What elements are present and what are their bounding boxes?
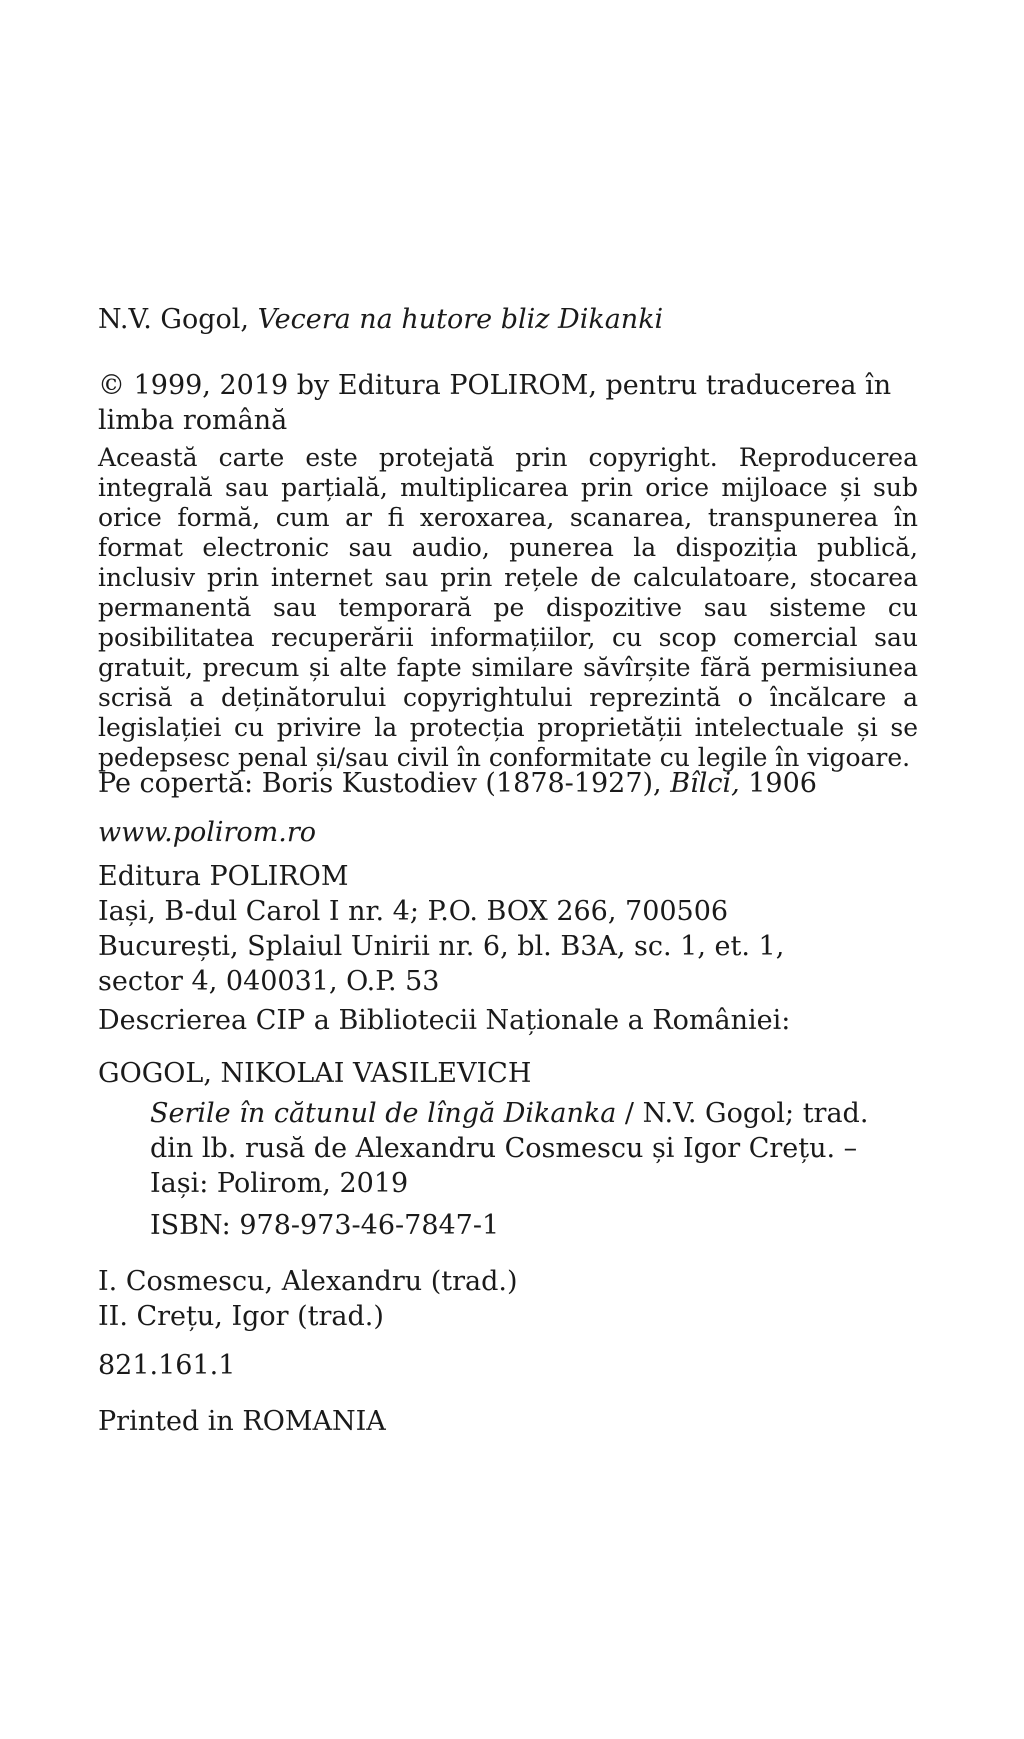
original-author: N.V. Gogol, <box>98 304 258 335</box>
cip-translators <box>98 1264 918 1334</box>
cover-credit-prefix: Pe copertă: Boris Kustodiev (1878-1927), <box>98 768 671 799</box>
cover-work-title: Bîlci, <box>670 768 740 799</box>
publisher-block <box>98 859 918 999</box>
cip-udc: 821.161.1 <box>98 1350 236 1381</box>
printed-in: Printed in ROMANIA <box>98 1406 386 1437</box>
copyright-notice <box>98 368 918 438</box>
cip-book-title: Serile în cătunul de lîngă Dikanka <box>150 1098 617 1129</box>
publisher-address-iasi: Iași, B-dul Carol I nr. 4; P.O. BOX 266, 700506 <box>98 896 729 927</box>
publisher-address-sector: sector 4, 040031, O.P. 53 <box>98 966 440 997</box>
cover-year: 1906 <box>739 768 817 799</box>
publisher-name: Editura POLIROM <box>98 861 349 892</box>
cip-author-heading: GOGOL, NIKOLAI VASILEVICH <box>98 1058 532 1089</box>
cip-entry <box>98 1096 918 1201</box>
cip-heading: Descrierea CIP a Bibliotecii Naționale a României: <box>98 1005 791 1036</box>
cover-credit <box>98 766 918 801</box>
original-title <box>98 302 918 337</box>
cip-translator-2: II. Crețu, Igor (trad.) <box>98 1301 384 1332</box>
publisher-website: www.polirom.ro <box>98 817 317 848</box>
cip-isbn: ISBN: 978-973-46-7847-1 <box>150 1210 500 1241</box>
cip-entry-details: / N.V. Gogol; trad. din lb. rusă de Alexandru Cosmescu și Igor Crețu. – Iași: Polirom, 2019 <box>150 1098 869 1199</box>
copyright-line-1: © 1999, 2019 by Editura POLIROM, pentru traducerea în <box>98 370 892 401</box>
publisher-address-bucuresti: București, Splaiul Unirii nr. 6, bl. B3A, sc. 1, et. 1, <box>98 931 785 962</box>
cip-translator-1: I. Cosmescu, Alexandru (trad.) <box>98 1266 518 1297</box>
original-title-text: Vecera na hutore bliz Dikanki <box>257 304 664 335</box>
legal-notice: Această carte este protejată prin copyright. Reproducerea integrală sau parțială, multiplicarea prin orice mijloace și sub orice formă, cum ar fi xeroxarea, scanarea, transpunerea în format electronic sau audio, punerea la dispoziția publică, inclusiv prin internet sau prin rețele de calculatoare, stocarea permanentă sau temporară pe dispozitive sau sisteme cu posibilitatea recuperării informațiilor, cu scop comercial sau gratuit, precum și alte fapte similare săvîrșite fără permisiunea scrisă a deținătorului copyrightului reprezintă o încălcare a legislației cu privire la protecția proprietății intelectuale și se pedepsesc penal și/sau civil în conformitate cu legile în vigoare. <box>98 443 918 772</box>
copyright-line-2: limba română <box>98 405 288 436</box>
